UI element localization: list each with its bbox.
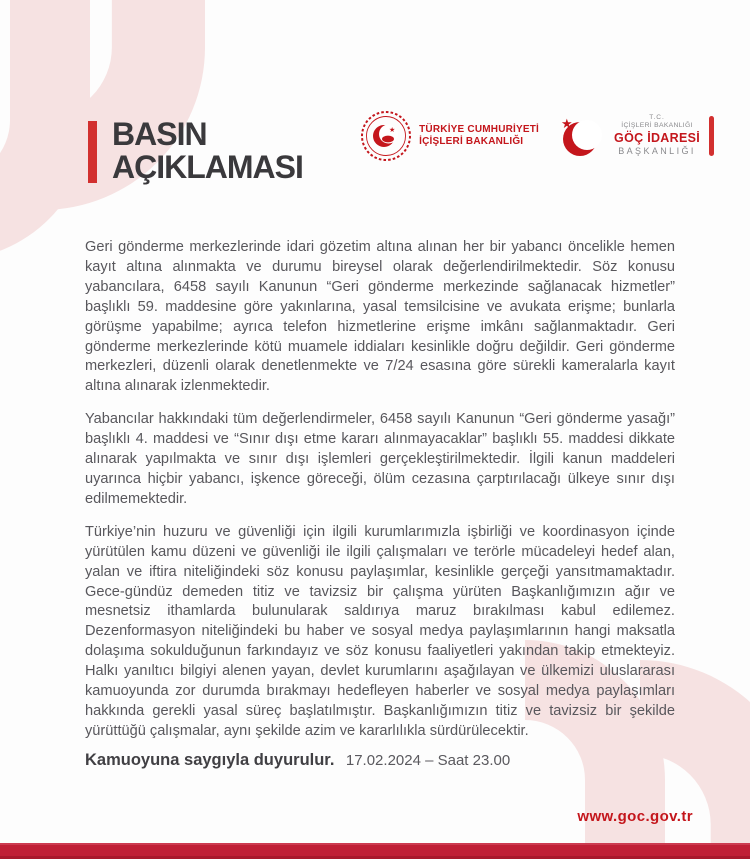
page-title — [112, 118, 303, 184]
crescent-star-icon — [559, 111, 607, 161]
svg-text:★: ★ — [389, 127, 396, 134]
page-title-line2: AÇIKLAMASI — [112, 149, 303, 185]
closing-statement: Kamuoyuna saygıyla duyurulur. — [85, 751, 335, 769]
page-title-line1: BASIN — [112, 116, 207, 152]
ministry-logo-line2: İÇİŞLERİ BAKANLIĞI — [419, 136, 524, 147]
website-url: www.goc.gov.tr — [577, 808, 693, 825]
ministry-logo-text — [419, 124, 539, 149]
goc-logo-text — [614, 114, 700, 157]
press-release-body — [85, 238, 675, 755]
svg-text:★: ★ — [561, 116, 573, 131]
bottom-red-ribbon — [0, 843, 750, 859]
goc-logo-tc: T.C. — [649, 114, 665, 122]
goc-logo-ministry: İÇİŞLERİ BAKANLIĞI — [621, 122, 693, 130]
ministry-seal-icon — [360, 110, 412, 162]
page-title-block — [88, 118, 303, 184]
goc-logo-accent-bar — [709, 116, 714, 156]
goc-logo-baskanligi: BAŞKANLIĞI — [618, 146, 696, 157]
ministry-logo-line1: TÜRKİYE CUMHURİYETİ — [419, 123, 540, 135]
ministry-logo — [360, 110, 539, 162]
header-logos — [360, 110, 714, 162]
goc-logo-name: GÖÇ İDARESİ — [614, 130, 700, 145]
goc-idaresi-logo — [559, 111, 714, 161]
press-paragraph-1: Geri gönderme merkezlerinde idari gözetim altına alınan her bir yabancı öncelikle hemen kayıt altına alınmakta ve durumu bireysel olarak değerlendirilmektedir. Söz konusu yabancılara, 6458 sayılı Kanunun “Geri gönderme merkezinde sağlanacak hizmetler” başlıklı 59. maddesine göre yakınlarına, yasal temsilcisine ve avukata erişme; bunlarla görüşme yapabilme; ayrıca telefon hizmetlerine erişme imkânı sağlanmaktadır. Geri gönderme merkezlerinde kötü muamele iddiaları kesinlikle doğru değildir. Geri gönderme merkezleri, düzenli olarak denetlenmekte ve 7/24 esasına göre sürekli kameralarla kayıt altına alınarak izlenmektedir. — [85, 239, 675, 395]
press-paragraph-3: Türkiye’nin huzuru ve güvenliği için ilgili kurumlarımızla işbirliği ve koordinasyon içinde yürütülen kamu düzeni ve güvenliği ile ilgili çalışmaları ve terörle mücadeleyi hedef alan, yalan ve iftira niteliğindeki söz konusu paylaşımlar, kesinlikle gerçeği yansıtmamaktadır. Gece-gündüz demeden titiz ve tavizsiz bir çalışma yürüten Başkanlığımızın ağır ve mesnetsiz ithamlarda bulunularak saldırıya maruz bırakılması kabul edilemez. Dezenformasyon niteliğindeki bu haber ve sosyal medya paylaşımlarının hangi maksatla dolaşıma sokulduğunun farkındayız ve söz konusu faaliyetleri yakından takip etmekteyiz. Halkı yanıltıcı bilgiyi alenen yayan, devlet kurumlarını aşağılayan ve ülkemizi uluslararası kamuoyunda zor durumda bırakmayı hedefleyen haberler ve sosyal medya paylaşımları hakkında gerekli yasal süreç başlatılmıştır. Başkanlığımızın titiz ve tavizsiz bir şekilde yürüttüğü çalışmalar, aynı şekilde azim ve kararlılıkla sürdürülecektir. — [85, 523, 675, 739]
title-accent-bar — [88, 121, 97, 183]
press-paragraph-2: Yabancılar hakkındaki tüm değerlendirmeler, 6458 sayılı Kanunun “Geri gönderme yasağı” başlıklı 4. maddesi ve “Sınır dışı etme kararı alınmayacaklar” başlıklı 55. maddesi dikkate alınarak yapılmakta ve sınır dışı işlemleri gerçekleştirilmektedir. İlgili kanun maddeleri uyarınca hiçbir yabancı, işkence göreceği, ölüm cezasına çarptırılacağı ülkeye sınır dışı edilmemektedir. — [85, 411, 675, 507]
closing-line — [85, 751, 510, 770]
closing-datetime: 17.02.2024 – Saat 23.00 — [345, 752, 511, 769]
